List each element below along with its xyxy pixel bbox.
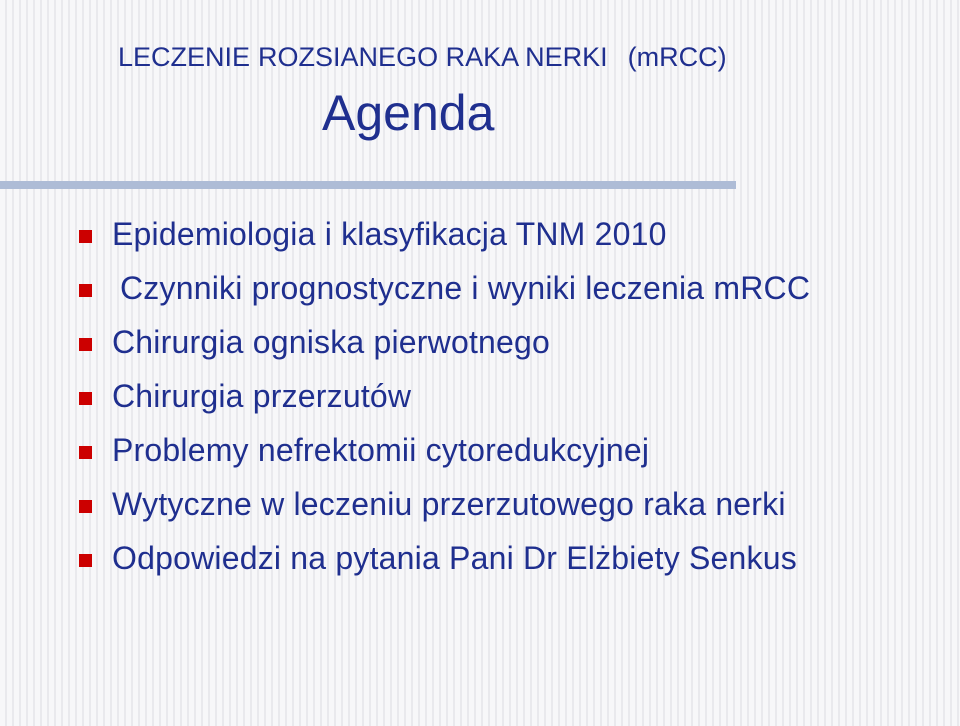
square-bullet-icon [79, 284, 92, 297]
agenda-item [0, 264, 960, 318]
agenda-item-text: Odpowiedzi na pytania Pani Dr Elżbiety Senkus [112, 540, 797, 576]
square-bullet-icon [79, 554, 92, 567]
square-bullet-icon [79, 500, 92, 513]
agenda-list [0, 210, 960, 588]
agenda-item-text: Epidemiologia i klasyfikacja TNM 2010 [112, 216, 667, 252]
title-divider [0, 181, 736, 189]
agenda-item-text: Chirurgia ogniska pierwotnego [112, 324, 551, 360]
agenda-item [0, 426, 960, 480]
agenda-item [0, 318, 960, 372]
agenda-item [0, 210, 960, 264]
agenda-item-text: Problemy nefrektomii cytoredukcyjnej [112, 432, 650, 468]
slide-title: Agenda [322, 85, 495, 141]
agenda-item-text: Czynniki prognostyczne i wyniki leczenia mRCC [120, 270, 811, 306]
slide-header [118, 42, 727, 73]
agenda-item [0, 480, 960, 534]
agenda-item [0, 372, 960, 426]
agenda-item-text: Chirurgia przerzutów [112, 378, 412, 414]
square-bullet-icon [79, 230, 92, 243]
square-bullet-icon [79, 392, 92, 405]
agenda-item-text: Wytyczne w leczeniu przerzutowego raka nerki [112, 486, 786, 522]
header-subtitle-part1: LECZENIE [118, 42, 251, 72]
agenda-item [0, 534, 960, 588]
square-bullet-icon [79, 446, 92, 459]
header-subtitle-abbr: (mRCC) [627, 42, 727, 72]
square-bullet-icon [79, 338, 92, 351]
header-subtitle-part2: ROZSIANEGO RAKA NERKI [258, 42, 608, 72]
